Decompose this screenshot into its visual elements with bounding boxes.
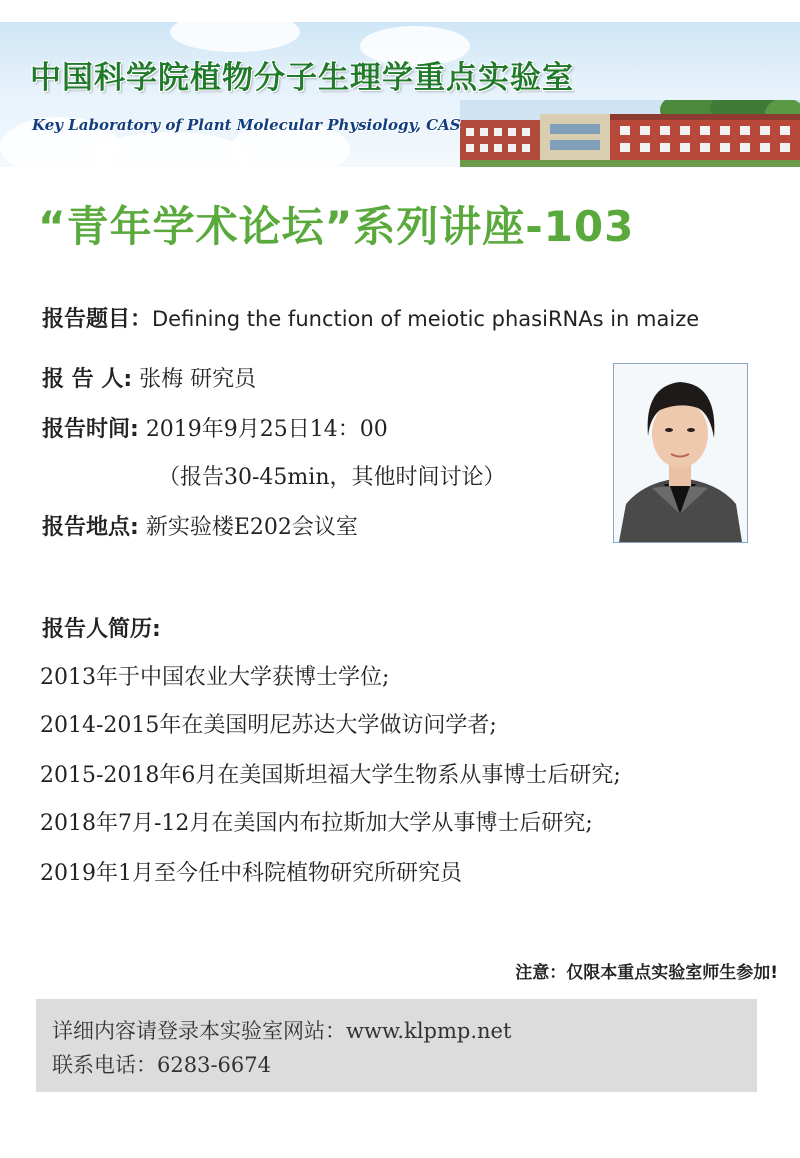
place-label: 报告地点: — [42, 515, 139, 540]
bio-line: 2013年于中国农业大学获博士学位; — [40, 665, 390, 690]
page-title: “青年学术论坛”系列讲座-103 — [38, 202, 635, 251]
phone-line: 联系电话：6283-6674 — [52, 1053, 271, 1077]
speaker-row — [42, 362, 256, 393]
building-image — [460, 100, 800, 167]
bio-line: 2018年7月-12月在美国内布拉斯加大学从事博士后研究; — [40, 811, 593, 836]
bio-heading-label: 报告人简历: — [42, 617, 161, 642]
portrait-image — [614, 364, 747, 542]
speaker-label: 报 告 人: — [42, 367, 133, 392]
attendance-notice: 注意：仅限本重点实验室师生参加! — [515, 963, 778, 983]
bio-line: 2015-2018年6月在美国斯坦福大学生物系从事博士后研究; — [40, 763, 621, 788]
time-note: （报告30-45min，其他时间讨论） — [158, 465, 506, 490]
time-row — [42, 412, 388, 443]
time-value: 2019年9月25日14：00 — [145, 417, 388, 442]
bio-line: 2019年1月至今任中科院植物研究所研究员 — [40, 861, 462, 886]
contact-footer — [36, 999, 757, 1092]
topic-value: Defining the function of meiotic phasiRNAs in maize — [152, 307, 700, 331]
website-line: 详细内容请登录本实验室网站：www.klpmp.net — [52, 1019, 512, 1043]
place-value: 新实验楼E202会议室 — [145, 515, 358, 540]
bio-heading — [42, 612, 161, 643]
topic-row — [42, 302, 699, 333]
topic-label: 报告题目： — [42, 307, 153, 332]
header-banner — [0, 22, 800, 167]
time-label: 报告时间: — [42, 417, 139, 442]
cloud-decoration — [170, 22, 300, 52]
lab-name-chinese: 中国科学院植物分子生理学重点实验室 — [30, 60, 574, 96]
speaker-photo — [613, 363, 748, 543]
bio-line: 2014-2015年在美国明尼苏达大学做访问学者; — [40, 713, 497, 738]
place-row — [42, 510, 358, 541]
lab-name-english: Key Laboratory of Plant Molecular Physiology, CAS — [32, 116, 461, 134]
speaker-value: 张梅 研究员 — [139, 367, 257, 392]
